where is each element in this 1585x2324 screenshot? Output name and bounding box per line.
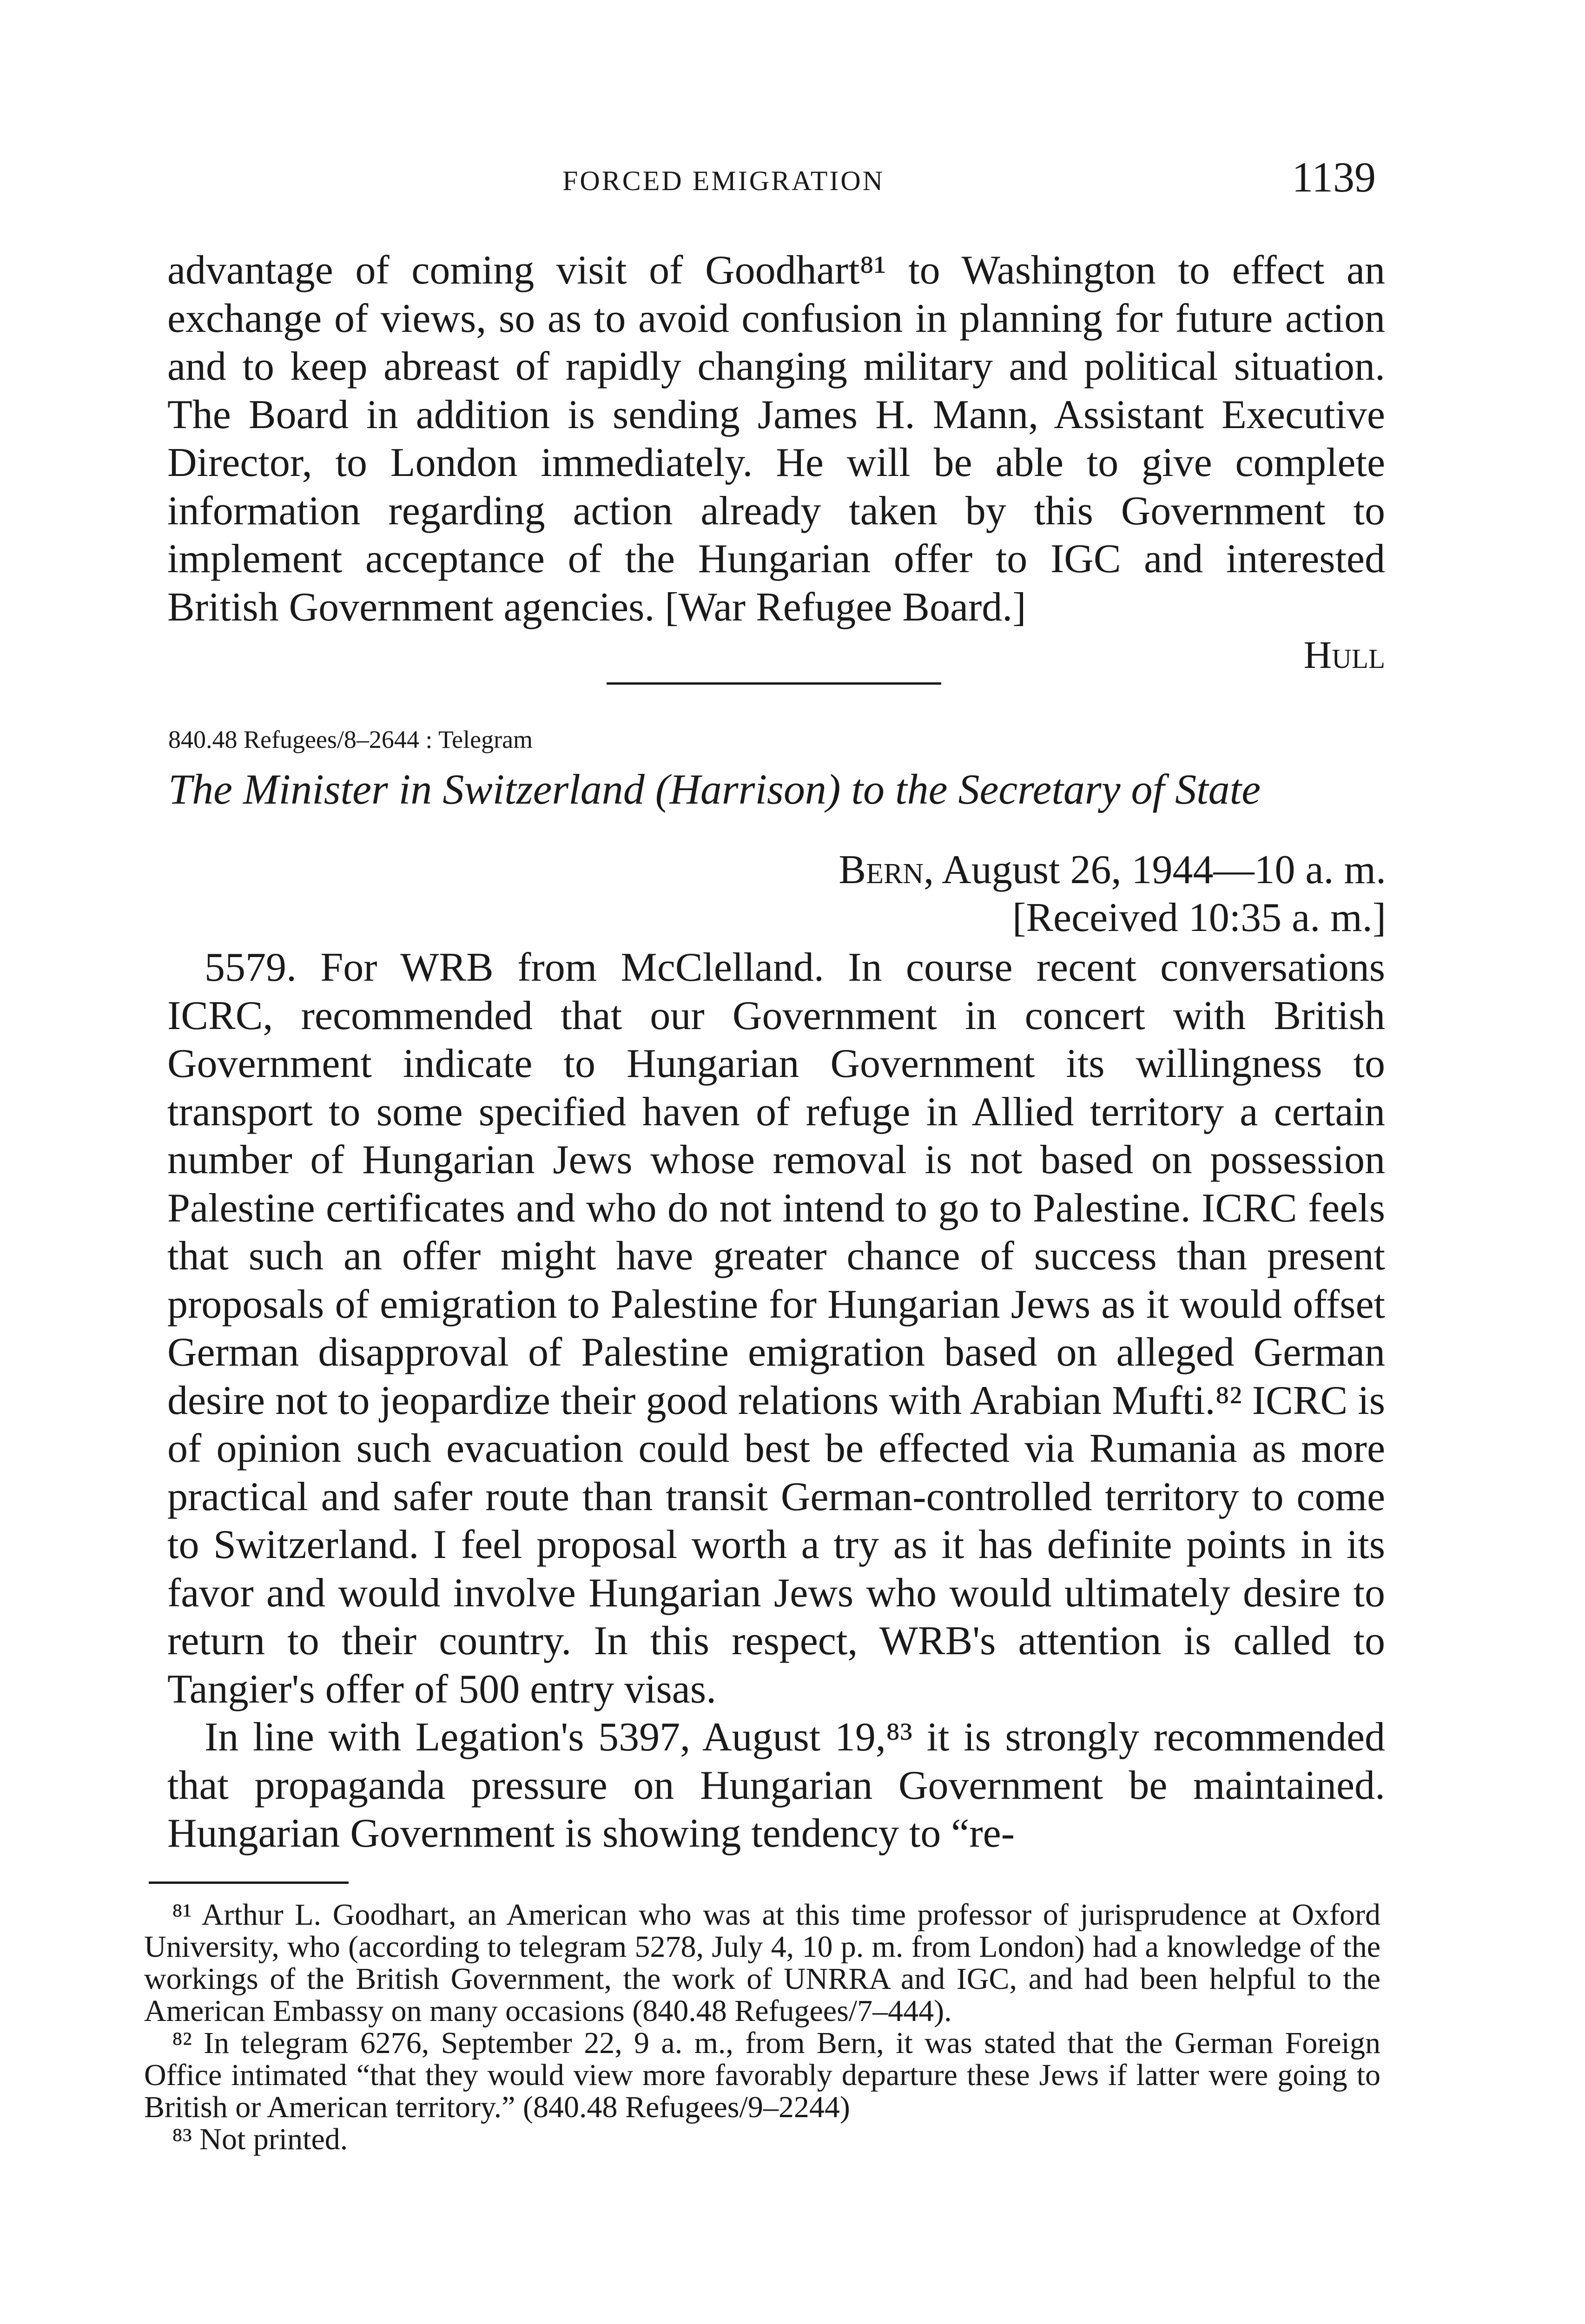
running-head: FORCED EMIGRATION: [562, 165, 885, 196]
telegram-body: [167, 944, 1385, 1858]
document-heading: The Minister in Switzerland (Harrison) to the Secretary of State: [168, 766, 1261, 813]
file-number: 840.48 Refugees/8–2644 : Telegram: [168, 726, 533, 753]
received-line: [Received 10:35 a. m.]: [1012, 895, 1386, 940]
footnote-83: ⁸³ Not printed.: [172, 2122, 348, 2156]
footnotes: [144, 1899, 1380, 2155]
opening-block: [167, 246, 1385, 679]
signature: Hull: [1303, 634, 1385, 677]
footnote-rule: [149, 1882, 349, 1884]
page-number: 1139: [1292, 153, 1376, 201]
footnote-82: ⁸² In telegram 6276, September 22, 9 a. m., from Bern, it was stated that the German Foreign Office intimated “that they would view more favorably departure these Jews if latter were going to British or American territory.” (840.48 Refugees/9–2244): [144, 2026, 1380, 2124]
telegram-paragraph: In line with Legation's 5397, August 19,⁸³ it is strongly recommended that propaganda pressure on Hungarian Government be maintained. Hungarian Government is showing tendency to “re-: [167, 1715, 1385, 1856]
opening-paragraph: advantage of coming visit of Goodhart⁸¹ to Washington to effect an exchange of views, so as to avoid confusion in planning for future action and to keep abreast of rapidly changing military and political situation. The Board in addition is sending James H. Mann, Assistant Executive Director, to London immediately. He will be able to give complete information regarding action already taken by this Government to implement acceptance of the Hungarian offer to IGC and interested British Government agencies. [War Refugee Board.]: [167, 248, 1385, 630]
dateline-place: Bern,: [839, 847, 934, 892]
dateline: [735, 846, 1386, 894]
footnote-81: ⁸¹ Arthur L. Goodhart, an American who was at this time professor of jurisprudence at Oxford University, who (according to telegram 5278, July 4, 10 p. m. from London) had a knowledge of the workings of the British Government, the work of UNRRA and IGC, and had been helpful to the American Embassy on many occasions (840.48 Refugees/7–444).: [144, 1898, 1380, 2028]
dateline-date: August 26, 1944—10 a. m.: [942, 847, 1386, 892]
section-divider: [607, 682, 941, 685]
telegram-paragraph: 5579. For WRB from McClelland. In course recent conversations ICRC, recommended that our Government in concert with British Government indicate to Hungarian Government its willingness to transport to some specified haven of refuge in Allied territory a certain number of Hungarian Jews whose removal is not based on possession Palestine certificates and who do not intend to go to Palestine. ICRC feels that such an offer might have greater chance of success than present proposals of emigration to Palestine for Hungarian Jews as it would offset German disapproval of Palestine emigration based on alleged German desire not to jeopardize their good relations with Arabian Mufti.⁸² ICRC is of opinion such evacuation could best be effected via Rumania as more practical and safer route than transit German-controlled territory to come to Switzerland. I feel proposal worth a try as it has definite points in its favor and would involve Hungarian Jews who would ultimately desire to return to their country. In this respect, WRB's attention is called to Tangier's offer of 500 entry visas.: [167, 945, 1385, 1712]
